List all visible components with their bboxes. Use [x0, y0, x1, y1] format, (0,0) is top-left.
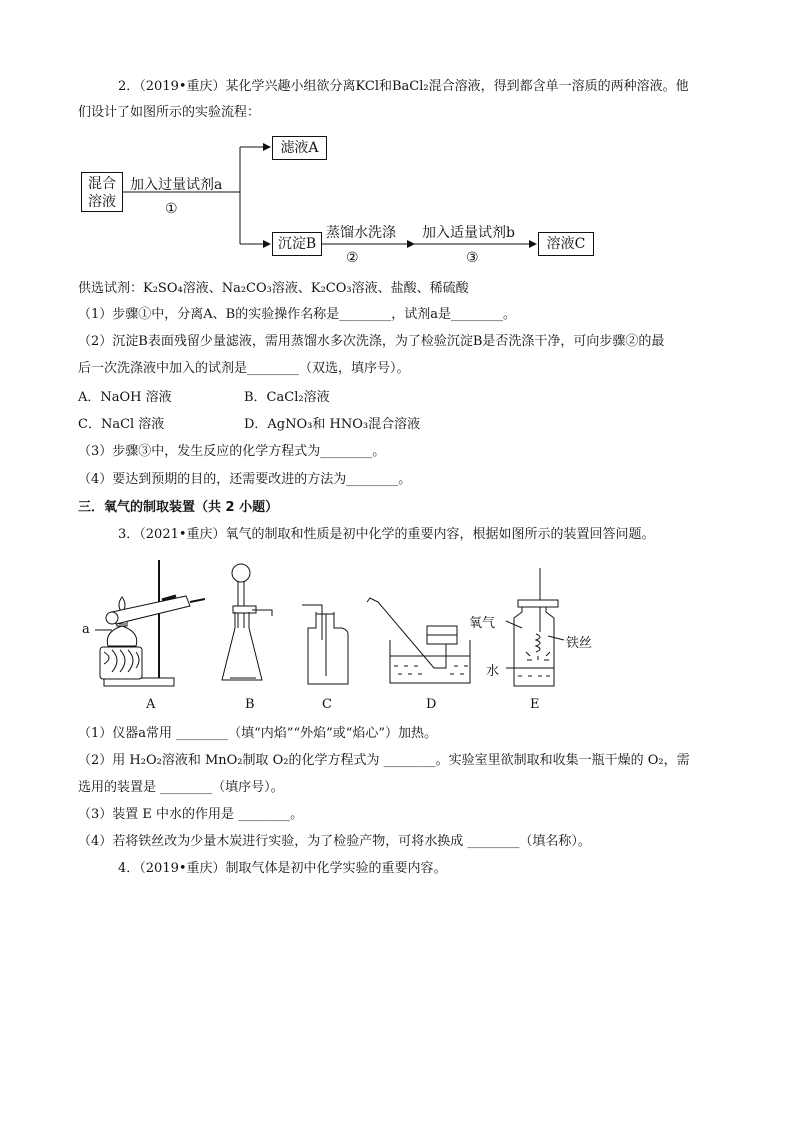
box-solution-c: 溶液C [538, 232, 594, 256]
q3-sub1: （1）仪器a常用 ________（填“内焰”“外焰”或“焰心”）加热。 [78, 726, 438, 741]
mix-label-2: 溶液 [88, 194, 116, 210]
caption-c: C [322, 697, 332, 712]
q2-option-a: A．NaOH 溶液 [78, 390, 172, 405]
q4-intro: 4．（2019•重庆）制取气体是初中化学实验的重要内容。 [118, 861, 447, 876]
q3-sub2-line2: 选用的装置是 ________（填序号）。 [78, 780, 284, 795]
section-heading: 三．氧气的制取装置（共 2 小题） [78, 500, 279, 515]
caption-d: D [426, 697, 437, 712]
caption-b: B [245, 697, 255, 712]
q3-sub2-line1: （2）用 H₂O₂溶液和 MnO₂制取 O₂的化学方程式为 ________。实验室里欲制取和收集一瓶干燥的 O₂，需 [78, 753, 690, 768]
step-1-marker: ① [165, 201, 178, 217]
wash-label: 蒸馏水洗涤 [326, 225, 396, 241]
q2-intro-line1: 2．（2019•重庆）某化学兴趣小组欲分离KCl和BaCl₂混合溶液，得到都含单一溶质的两种溶液。他 [118, 79, 689, 94]
q2-option-c: C．NaCl 溶液 [78, 417, 165, 432]
label-water: 水 [486, 664, 500, 679]
q2-option-b: B．CaCl₂溶液 [244, 390, 330, 405]
q3-sub3: （3）装置 E 中水的作用是 ________。 [78, 807, 304, 822]
label-a: a [82, 622, 90, 637]
add-reagent-a: 加入过量试剂a [130, 177, 223, 193]
apparatus-e [506, 568, 564, 686]
q2-sub3: （3）步骤③中，发生反应的化学方程式为________。 [78, 444, 386, 459]
caption-a: A [146, 697, 156, 712]
box-precipitate-b: 沉淀B [272, 232, 322, 256]
step-2-marker: ② [346, 250, 359, 266]
apparatus-a [95, 560, 205, 686]
q2-sub2-line1: （2）沉淀B表面残留少量滤液，需用蒸馏水多次洗涤，为了检验沉淀B是否洗涤干净，可向步骤②的最 [78, 334, 665, 349]
q3-sub4: （4）若将铁丝改为少量木炭进行实验，为了检验产物，可将水换成 ________（填名称）。 [78, 834, 591, 849]
label-oxygen: 氧气 [469, 616, 496, 631]
step-3-marker: ③ [466, 250, 479, 266]
add-reagent-b: 加入适量试剂b [422, 225, 515, 241]
apparatus-d [367, 598, 470, 683]
caption-e: E [530, 697, 540, 712]
q2-reagents: 供选试剂：K₂SO₄溶液、Na₂CO₃溶液、K₂CO₃溶液、盐酸、稀硫酸 [78, 281, 469, 296]
q2-sub4: （4）要达到预期的目的，还需要改进的方法为________。 [78, 472, 412, 487]
q2-intro-line2: 们设计了如图所示的实验流程： [78, 105, 261, 120]
mix-label-1: 混合 [88, 176, 116, 192]
apparatus-b [222, 564, 272, 680]
q2-option-d: D．AgNO₃和 HNO₃混合溶液 [244, 417, 421, 432]
q2-sub1: （1）步骤①中，分离A、B的实验操作名称是________，试剂a是________。 [78, 307, 516, 322]
box-filtrate-a: 滤液A [272, 136, 327, 160]
label-iron-wire: 铁丝 [566, 636, 593, 651]
q3-intro: 3．（2021•重庆）氧气的制取和性质是初中化学的重要内容，根据如图所示的装置回答问题。 [118, 527, 655, 542]
q2-sub2-line2: 后一次洗涤液中加入的试剂是________（双选，填序号）。 [78, 361, 410, 376]
apparatus-c [302, 605, 348, 684]
